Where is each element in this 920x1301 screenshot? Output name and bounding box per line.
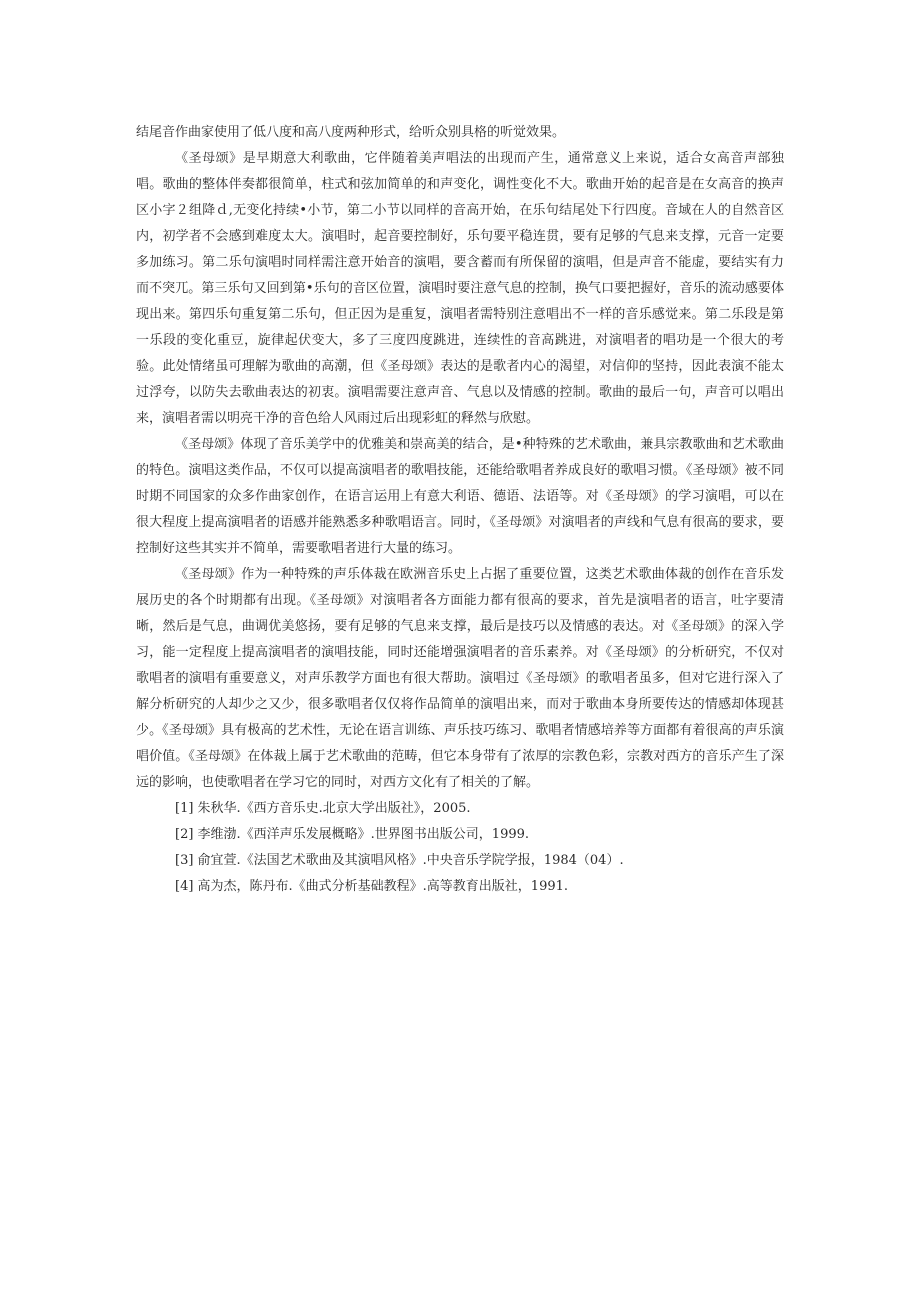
paragraph-significance: 《圣母颂》作为一种特殊的声乐体裁在欧洲音乐史上占据了重要位置，这类艺术歌曲体裁的创作在音乐发展历史的各个时期都有出现。《圣母颂》对演唱者各方面能力都有很高的要求，首先是演唱者的语言，吐字要清晰，然后是气息，曲调优美悠扬，要有足够的气息来支撑，最后是技巧以及情感的表达。对《圣母颂》的深入学习，能一定程度上提高演唱者的演唱技能，同时还能增强演唱者的音乐素养。对《圣母颂》的分析研究，不仅对歌唱者的演唱有重要意义，对声乐教学方面也有很大帮助。演唱过《圣母颂》的歌唱者虽多，但对它进行深入了解分析研究的人却少之又少，很多歌唱者仅仅将作品简单的演唱出来，而对于歌曲本身所要传达的情感却体现甚少。《圣母颂》具有极高的艺术性，无论在语言训练、声乐技巧练习、歌唱者情感培养等方面都有着很高的声乐演唱价值。《圣母颂》在体裁上属于艺术歌曲的范畴，但它本身带有了浓厚的宗教色彩，宗教对西方的音乐产生了深远的影响，也使歌唱者在学习它的同时，对西方文化有了相关的了解。 [136,567,784,790]
reference-list [136,796,784,900]
paragraph-continuation: 结尾音作曲家使用了低八度和高八度两种形式，给听众别具格的听觉效果。 [136,125,566,140]
paragraph-aesthetics: 《圣母颂》体现了音乐美学中的优雅美和崇高美的结合，是•种特殊的艺术歌曲，兼具宗教歌曲和艺术歌曲的特色。演唱这类作品，不仅可以提高演唱者的歌唱技能，还能给歌唱者养成良好的歌唱习惯。《圣母颂》被不同时期不同国家的众多作曲家创作，在语言运用上有意大利语、德语、法语等。对《圣母颂》的学习演唱，可以在很大程度上提高演唱者的语感并能熟悉多种歌唱语言。同时，《圣母颂》对演唱者的声线和气息有很高的要求，要控制好这些其实并不简单，需要歌唱者进行大量的练习。 [136,437,784,556]
reference-item: [3] 俞宜萱.《法国艺术歌曲及其演唱风格》.中央音乐学院学报，1984（04）. [175,853,624,868]
reference-item: [4] 高为杰，陈丹布.《曲式分析基础教程》.高等教育出版社，1991. [175,879,569,894]
reference-item: [2] 李维渤.《西洋声乐发展概略》.世界图书出版公司，1999. [175,827,530,842]
paragraph-song-analysis: 《圣母颂》是早期意大利歌曲，它伴随着美声唱法的出现而产生，通常意义上来说，适合女高音声部独唱。歌曲的整体伴奏都很简单，柱式和弦加简单的和声变化，调性变化不大。歌曲开始的起音是在女高音的换声区小字２组降ｄ,无变化持续•小节，第二小节以同样的音高开始，在乐句结尾处下行四度。音域在人的自然音区内，初学者不会感到难度太大。演唱时，起音要控制好，乐句要平稳连贯，要有足够的气息来支撑，元音一定要多加练习。第二乐句演唱时同样需注意开始音的演唱，要含蓄而有所保留的演唱，但是声音不能虚，要结实有力而不突兀。第三乐句又回到第•乐句的音区位置，演唱时要注意气息的控制，换气口要把握好，音乐的流动感要体现出来。第四乐句重复第二乐句，但正因为是重复，演唱者需特别注意唱出不一样的音乐感觉来。第二乐段是第一乐段的变化重豆，旋律起伏变大，多了三度四度跳进，连续性的音高跳进，对演唱者的唱功是一个很大的考验。此处情绪虽可理解为歌曲的高潮，但《圣母颂》表达的是歌者内心的渴望，对信仰的坚持，因此表演不能太过浮夸，以防失去歌曲表达的初衷。演唱需要注意声音、气息以及情感的控制。歌曲的最后一句，声音可以唱出来，演唱者需以明亮干净的音色给人风雨过后出现彩虹的释然与欣慰。 [136,151,784,426]
reference-item: [1] 朱秋华.《西方音乐史.北京大学出版社》，2005. [175,801,471,816]
document-body [136,120,784,900]
